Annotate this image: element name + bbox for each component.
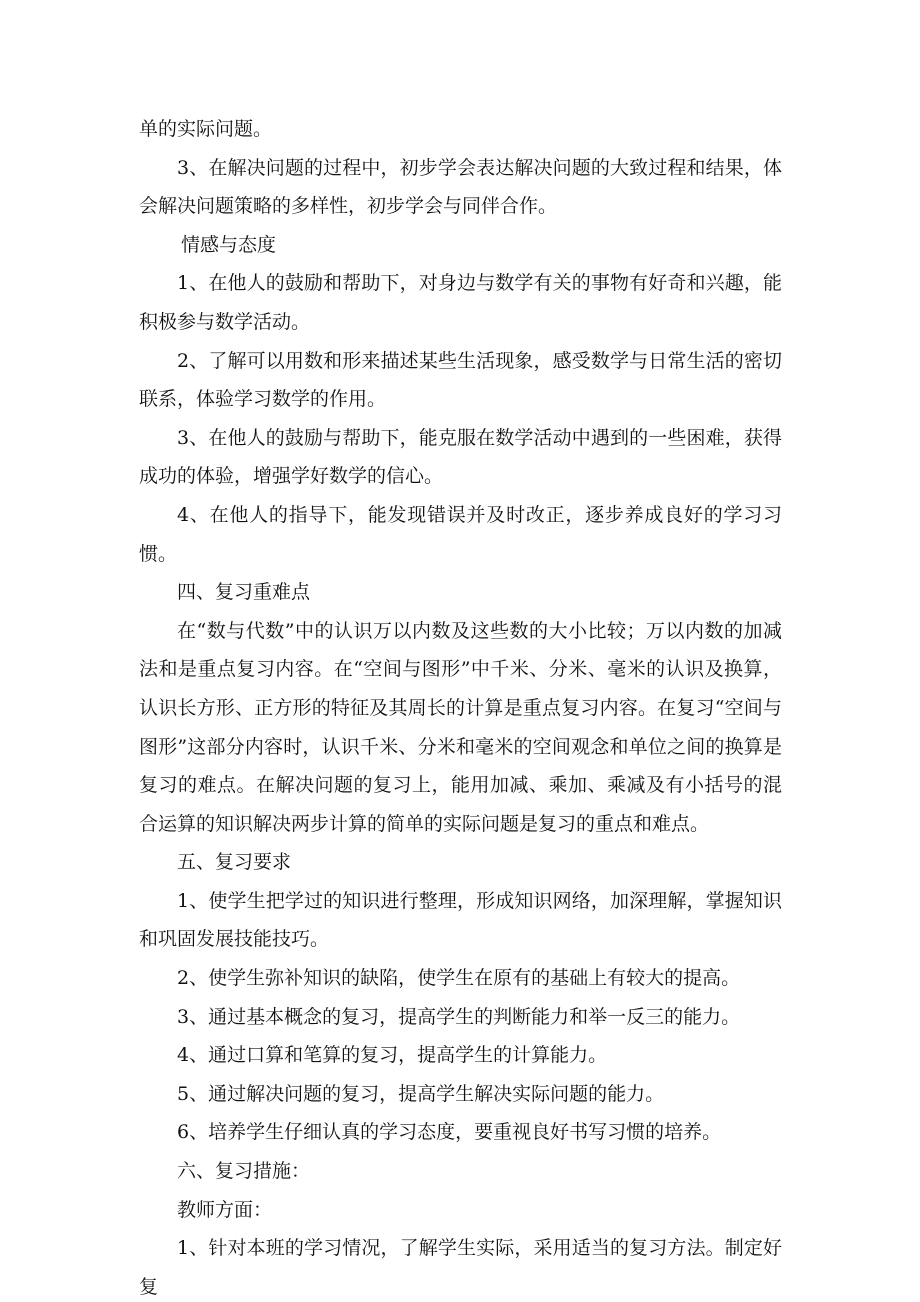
paragraph-requirement-5: 5、通过解决问题的复习，提高学生解决实际问题的能力。 xyxy=(177,1082,665,1105)
paragraph-measure-1: 1、针对本班的学习情况，了解学生实际，采用适当的复习方法。制定好复 xyxy=(139,1237,782,1298)
paragraph-requirement-2: 2、使学生弥补知识的缺陷，使学生在原有的基础上有较大的提高。 xyxy=(177,967,741,990)
section-heading-requirements: 五、复习要求 xyxy=(177,851,292,874)
subheading-teacher-aspect: 教师方面： xyxy=(177,1198,273,1221)
paragraph-emotion-4: 4、在他人的指导下，能发现错误并及时改正，逐步养成良好的学习习惯。 xyxy=(139,503,782,565)
paragraph-key-points: 在“数与代数”中的认识万以内数及这些数的大小比较；万以内数的加减法和是重点复习内容。在“空间与图形”中千米、分米、毫米的认识及换算，认识长方形、正方形的特征及其周长的计算是重点复习内容。在复习“空间与图形”这部分内容时，认识千米、分米和毫米的空间观念和单位之间的换算是复习的难点。在解决问题的复习上，能用加减、乘加、乘减及有小括号的混合运算的知识解决两步计算的简单的实际问题是复习的重点和难点。 xyxy=(139,619,782,835)
paragraph-emotion-1: 1、在他人的鼓励和帮助下，对身边与数学有关的事物有好奇和兴趣，能积极参与数学活动。 xyxy=(139,272,782,333)
paragraph-requirement-1: 1、使学生把学过的知识进行整理，形成知识网络，加深理解，掌握知识和巩固发展技能技巧。 xyxy=(139,889,782,951)
section-heading-key-points: 四、复习重难点 xyxy=(177,581,311,604)
paragraph-requirement-4: 4、通过口算和笔算的复习，提高学生的计算能力。 xyxy=(177,1044,608,1067)
paragraph-goal-3: 3、在解决问题的过程中，初步学会表达解决问题的大致过程和结果，体会解决问题策略的多样性，初步学会与同伴合作。 xyxy=(139,156,782,218)
paragraph-emotion-3: 3、在他人的鼓励与帮助下，能克服在数学活动中遇到的一些困难，获得成功的体验，增强学好数学的信心。 xyxy=(139,426,782,488)
section-heading-measures: 六、复习措施： xyxy=(177,1160,311,1183)
paragraph-continuation: 单的实际问题。 xyxy=(139,118,273,140)
paragraph-emotion-2: 2、了解可以用数和形来描述某些生活现象，感受数学与日常生活的密切联系，体验学习数学的作用。 xyxy=(139,349,782,411)
section-heading-emotion-attitude: 情感与态度 xyxy=(181,233,277,256)
paragraph-requirement-6: 6、培养学生仔细认真的学习态度，要重视良好书写习惯的培养。 xyxy=(177,1121,722,1144)
document-body xyxy=(139,110,782,1302)
paragraph-requirement-3: 3、通过基本概念的复习，提高学生的判断能力和举一反三的能力。 xyxy=(177,1005,741,1028)
